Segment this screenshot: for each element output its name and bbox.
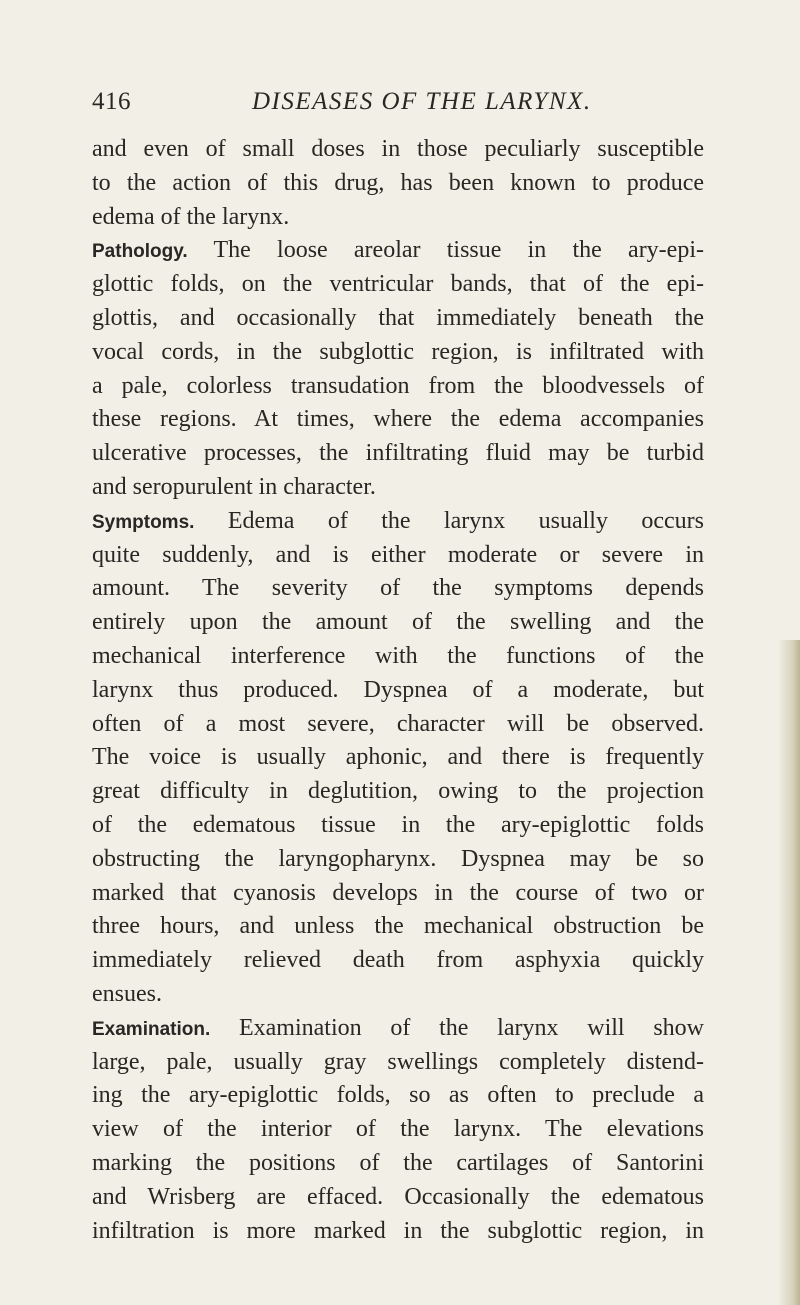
text-line: ulcerative processes, the infiltrating fluid may be turbid [92,440,704,467]
text-line: often of a most severe, character will be observed. [92,710,704,737]
text-line: edema of the larynx. [92,203,290,230]
text-line [92,505,704,539]
text-line: amount. The severity of the symptoms depends [92,575,704,602]
text-line: ensues. [92,980,162,1007]
page-edge-shadow [778,640,800,1305]
text-line-content: Edema of the larynx usually occurs [194,507,704,534]
text-line: infiltration is more marked in the subglottic region, in [92,1217,704,1244]
text-line: large, pale, usually gray swellings completely distend- [92,1048,704,1075]
body-text [92,133,704,1248]
text-line: quite suddenly, and is either moderate or severe in [92,541,704,568]
text-line: and even of small doses in those peculiarly susceptible [92,136,704,162]
text-line: marking the positions of the cartilages of Santorini [92,1149,704,1176]
text-line-content: Examination of the larynx will show [210,1014,704,1041]
text-line: marked that cyanosis develops in the course of two or [92,879,704,906]
section-heading-examination: Examination. [92,1018,211,1040]
running-head: DISEASES OF THE LARYNX. [252,88,592,115]
text-line: of the edematous tissue in the ary-epiglottic folds [92,811,704,838]
text-line: to the action of this drug, has been known to produce [92,169,704,196]
text-line: The voice is usually aphonic, and there is frequently [92,744,704,771]
text-line: mechanical interference with the functions of the [92,642,704,669]
text-line: and Wrisberg are effaced. Occasionally the edematous [92,1183,704,1210]
text-line: a pale, colorless transudation from the bloodvessels of [92,372,704,399]
text-line-content: The loose areolar tissue in the ary-epi- [187,237,704,264]
text-line: three hours, and unless the mechanical obstruction be [92,913,704,940]
section-heading-symptoms: Symptoms. [92,511,195,533]
text-line: obstructing the laryngopharynx. Dyspnea may be so [92,845,704,872]
page-number: 416 [92,88,131,115]
text-line: glottis, and occasionally that immediately beneath the [92,304,704,331]
text-line: glottic folds, on the ventricular bands, that of the epi- [92,271,704,298]
text-line: great difficulty in deglutition, owing to the projection [92,778,704,805]
section-heading-pathology: Pathology. [92,241,188,263]
page-header [92,88,702,128]
text-line [92,234,704,268]
text-line: view of the interior of the larynx. The elevations [92,1116,704,1143]
text-line: entirely upon the amount of the swelling and the [92,609,704,636]
text-line: immediately relieved death from asphyxia quickly [92,947,704,974]
text-line: larynx thus produced. Dyspnea of a moderate, but [92,676,704,703]
text-line: and seropurulent in character. [92,473,376,500]
text-line: these regions. At times, where the edema accompanies [92,406,704,433]
text-line [92,1012,704,1046]
text-line: ing the ary-epiglottic folds, so as often to preclude a [92,1082,704,1109]
text-line: vocal cords, in the subglottic region, is infiltrated with [92,338,704,365]
